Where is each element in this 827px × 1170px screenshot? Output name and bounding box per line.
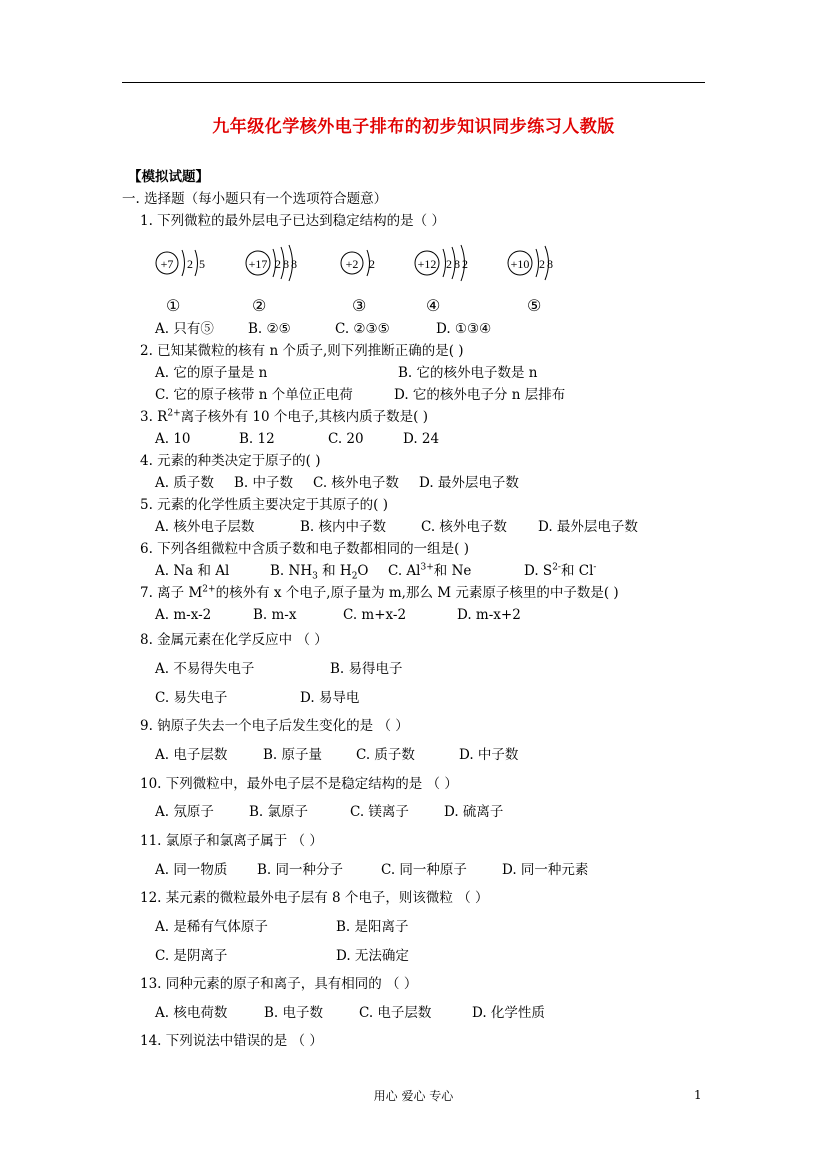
q6-option-c[interactable]: C. $Al^{3+}$和 Ne xyxy=(388,562,472,579)
part-heading: 一. 选择题（每小题只有一个选项符合题意） xyxy=(122,191,388,207)
q1-option-d[interactable]: D. ①③④ xyxy=(436,321,492,337)
atom-2-nucleus: +17 xyxy=(248,257,268,271)
q6-option-d[interactable]: D. $S^{2-}$和 Cl- xyxy=(524,562,597,579)
q3-option-a[interactable]: A. 10 xyxy=(155,431,191,447)
q2-option-b[interactable]: B. 它的核外电子数是 n xyxy=(398,365,538,381)
q7-option-d[interactable]: D. m-x+2 xyxy=(457,607,521,623)
q13-option-b[interactable]: B. 电子数 xyxy=(264,1005,324,1021)
question-7-stem: 7. 离子 $M^{2+}$的核外有 x 个电子,原子量为 m,那么 M 元素原子核里的中子数是( ) xyxy=(140,584,619,601)
q13-option-c[interactable]: C. 电子层数 xyxy=(359,1005,432,1021)
q9-option-c[interactable]: C. 质子数 xyxy=(356,747,415,763)
q8-option-c[interactable]: C. 易失电子 xyxy=(155,690,228,706)
atom-label-2: ② xyxy=(252,296,267,315)
q2-option-d[interactable]: D. 它的核外电子分 n 层排布 xyxy=(394,387,566,403)
atom-diagram-3 xyxy=(338,236,408,286)
q8-option-d[interactable]: D. 易导电 xyxy=(300,690,360,706)
atom-label-5: ⑤ xyxy=(527,296,542,315)
q7-option-b[interactable]: B. m-x xyxy=(253,607,297,623)
question-5-stem: 5. 元素的化学性质主要决定于其原子的( ) xyxy=(140,497,388,513)
q6-option-a[interactable]: A. Na 和 Al xyxy=(155,563,230,579)
atom-3-nucleus: +2 xyxy=(345,257,359,271)
q4-option-c[interactable]: C. 核外电子数 xyxy=(313,475,399,491)
question-3-stem: 3. $R^{2+}$离子核外有 10 个电子,其核内质子数是( ) xyxy=(140,408,429,425)
q8-option-b[interactable]: B. 易得电子 xyxy=(330,661,403,677)
atom-diagram-4 xyxy=(410,236,480,286)
q5-option-b[interactable]: B. 核内中子数 xyxy=(300,519,387,535)
q5-option-c[interactable]: C. 核外电子数 xyxy=(421,519,507,535)
question-1-stem: 1. 下列微粒的最外层电子已达到稳定结构的是（ ） xyxy=(140,213,445,229)
q10-option-d[interactable]: D. 硫离子 xyxy=(444,804,504,820)
q1-option-a[interactable]: A. 只有⑤ xyxy=(155,321,214,337)
q11-option-c[interactable]: C. 同一种原子 xyxy=(381,862,467,878)
page-title: 九年级化学核外电子排布的初步知识同步练习人教版 xyxy=(212,117,615,137)
section-label: 【模拟试题】 xyxy=(128,169,209,185)
q11-option-a[interactable]: A. 同一物质 xyxy=(155,862,228,878)
atom-4-nucleus: +12 xyxy=(417,257,437,271)
q4-option-d[interactable]: D. 最外层电子数 xyxy=(419,475,519,491)
atom-5-shell-2: 8 xyxy=(547,257,553,271)
atom-1-shell-2: 5 xyxy=(199,257,205,271)
atom-2-shell-1: 2 xyxy=(275,257,281,271)
q3-option-c[interactable]: C. 20 xyxy=(328,431,364,447)
header-rule xyxy=(122,82,705,83)
q12-option-d[interactable]: D. 无法确定 xyxy=(336,948,409,964)
q5-option-d[interactable]: D. 最外层电子数 xyxy=(538,519,638,535)
q3-option-d[interactable]: D. 24 xyxy=(403,431,440,447)
atom-3-shell-1: 2 xyxy=(369,257,375,271)
q10-option-c[interactable]: C. 镁离子 xyxy=(350,804,409,820)
atom-label-3: ③ xyxy=(352,296,367,315)
atom-label-1: ① xyxy=(166,296,181,315)
question-10-stem: 10. 下列微粒中，最外电子层不是稳定结构的是 （ ） xyxy=(140,776,458,792)
atom-1-nucleus: +7 xyxy=(160,257,174,271)
question-14-stem: 14. 下列说法中错误的是 （ ） xyxy=(140,1033,323,1049)
question-6-stem: 6. 下列各组微粒中含质子数和电子数都相同的一组是( ) xyxy=(140,541,469,557)
atom-diagram-5 xyxy=(505,236,575,286)
atom-diagram-2 xyxy=(241,236,311,286)
question-2-stem: 2. 已知某微粒的核有 n 个质子,则下列推断正确的是( ) xyxy=(140,343,464,359)
atom-4-shell-1: 2 xyxy=(446,257,452,271)
q2-option-a[interactable]: A. 它的原子量是 n xyxy=(155,365,268,381)
q11-option-b[interactable]: B. 同一种分子 xyxy=(257,862,344,878)
atom-2-shell-3: 8 xyxy=(291,257,297,271)
q12-option-a[interactable]: A. 是稀有气体原子 xyxy=(155,919,268,935)
q8-option-a[interactable]: A. 不易得失电子 xyxy=(155,661,255,677)
atom-4-shell-2: 8 xyxy=(454,257,460,271)
q10-option-b[interactable]: B. 氯原子 xyxy=(249,804,309,820)
atom-2-shell-2: 8 xyxy=(283,257,289,271)
q9-option-d[interactable]: D. 中子数 xyxy=(459,747,519,763)
q5-option-a[interactable]: A. 核外电子层数 xyxy=(155,519,255,535)
q12-option-c[interactable]: C. 是阴离子 xyxy=(155,948,228,964)
q7-option-c[interactable]: C. m+x-2 xyxy=(343,607,407,623)
atom-diagram-1 xyxy=(153,236,223,286)
q4-option-a[interactable]: A. 质子数 xyxy=(155,475,214,491)
atom-5-shell-1: 2 xyxy=(539,257,545,271)
q4-option-b[interactable]: B. 中子数 xyxy=(234,475,294,491)
atom-4-shell-3: 2 xyxy=(462,257,468,271)
question-9-stem: 9. 钠原子失去一个电子后发生变化的是 （ ） xyxy=(140,718,409,734)
q13-option-d[interactable]: D. 化学性质 xyxy=(472,1005,545,1021)
q2-option-c[interactable]: C. 它的原子核带 n 个单位正电荷 xyxy=(155,387,353,403)
page-footer: 用心 爱心 专心 xyxy=(373,1089,454,1103)
question-13-stem: 13. 同种元素的原子和离子，具有相同的 （ ） xyxy=(140,976,418,992)
atom-label-4: ④ xyxy=(426,296,441,315)
q10-option-a[interactable]: A. 氖原子 xyxy=(155,804,214,820)
q13-option-a[interactable]: A. 核电荷数 xyxy=(155,1005,228,1021)
q3-option-b[interactable]: B. 12 xyxy=(239,431,275,447)
q12-option-b[interactable]: B. 是阳离子 xyxy=(336,919,409,935)
atom-5-nucleus: +10 xyxy=(510,257,530,271)
atom-1-shell-1: 2 xyxy=(187,257,193,271)
q9-option-b[interactable]: B. 原子量 xyxy=(263,747,323,763)
q9-option-a[interactable]: A. 电子层数 xyxy=(155,747,228,763)
q1-option-c[interactable]: C. ②③⑤ xyxy=(335,321,390,337)
question-11-stem: 11. 氯原子和氯离子属于 （ ） xyxy=(140,833,323,849)
q11-option-d[interactable]: D. 同一种元素 xyxy=(502,862,589,878)
q6-option-b[interactable]: B. $NH_3$ 和 $H_2O$ xyxy=(270,563,369,582)
q7-option-a[interactable]: A. m-x-2 xyxy=(155,607,212,623)
q1-option-b[interactable]: B. ②⑤ xyxy=(248,321,291,337)
page-number: 1 xyxy=(694,1088,702,1102)
question-8-stem: 8. 金属元素在化学反应中 （ ） xyxy=(140,632,328,648)
question-12-stem: 12. 某元素的微粒最外电子层有 8 个电子，则该微粒 （ ） xyxy=(140,890,489,906)
question-4-stem: 4. 元素的种类决定于原子的( ) xyxy=(140,453,321,469)
